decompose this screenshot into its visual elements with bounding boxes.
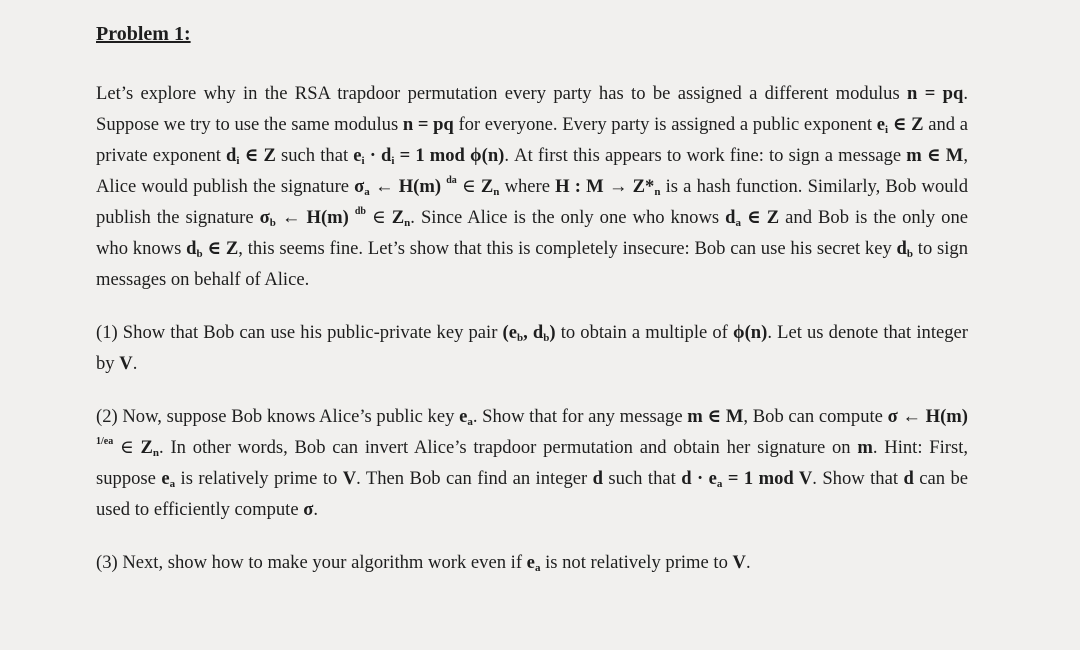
question-2: (2) Now, suppose Bob knows Alice’s public key $e_a$. Show that for any message m ∈ M, Bob can compute σ ← H(m) $^{1/ea}$ ∈ $Z_n$. In other words, Bob can invert Alice’s trapdoor permutation and obtain her signature on m. Hint: First, suppose $e_a$ is relatively prime to V. Then Bob can find an integer d such that $d \cdot e_a = 1$ mod V. Show that d can be used to efficiently compute σ. (96, 406, 969, 520)
intro-paragraph: Let’s explore why in the RSA trapdoor permutation every party has to be assigned a different modulus n = pq. Suppose we try to use the same modulus n = pq for everyone. Every party is assigned a public exponent $e_i$ ∈ Z and a private exponent $d_i$ ∈ Z such that $e_i \cdot d_i = 1$ mod ϕ(n). At first this appears to work fine: to sign a message m ∈ M, Alice would publish the signature $\sigma_a$ ← H(m) $^{da}$ ∈ $Z_n$ where H : $M \to Z*_n$ is a hash function. Similarly, Bob would publish the signature $\sigma_b$ ← H(m) $^{db}$ ∈ $Z_n$. Since Alice is the only one who knows $d_a$ ∈ Z and Bob is the only one who knows $d_b$ ∈ Z, this seems fine. Let’s show that this is completely insecure: Bob can use his secret key $d_b$ to sign messages on behalf of Alice. (96, 83, 969, 290)
question-3: (3) Next, show how to make your algorithm work even if $e_a$ is not relatively prime to V. (96, 552, 751, 574)
question-1: (1) Show that Bob can use his public-private key pair ($e_b$, $d_b$) to obtain a multiple of ϕ(n). Let us denote that integer by V. (96, 322, 968, 374)
problem-title: Problem 1: (96, 23, 191, 45)
